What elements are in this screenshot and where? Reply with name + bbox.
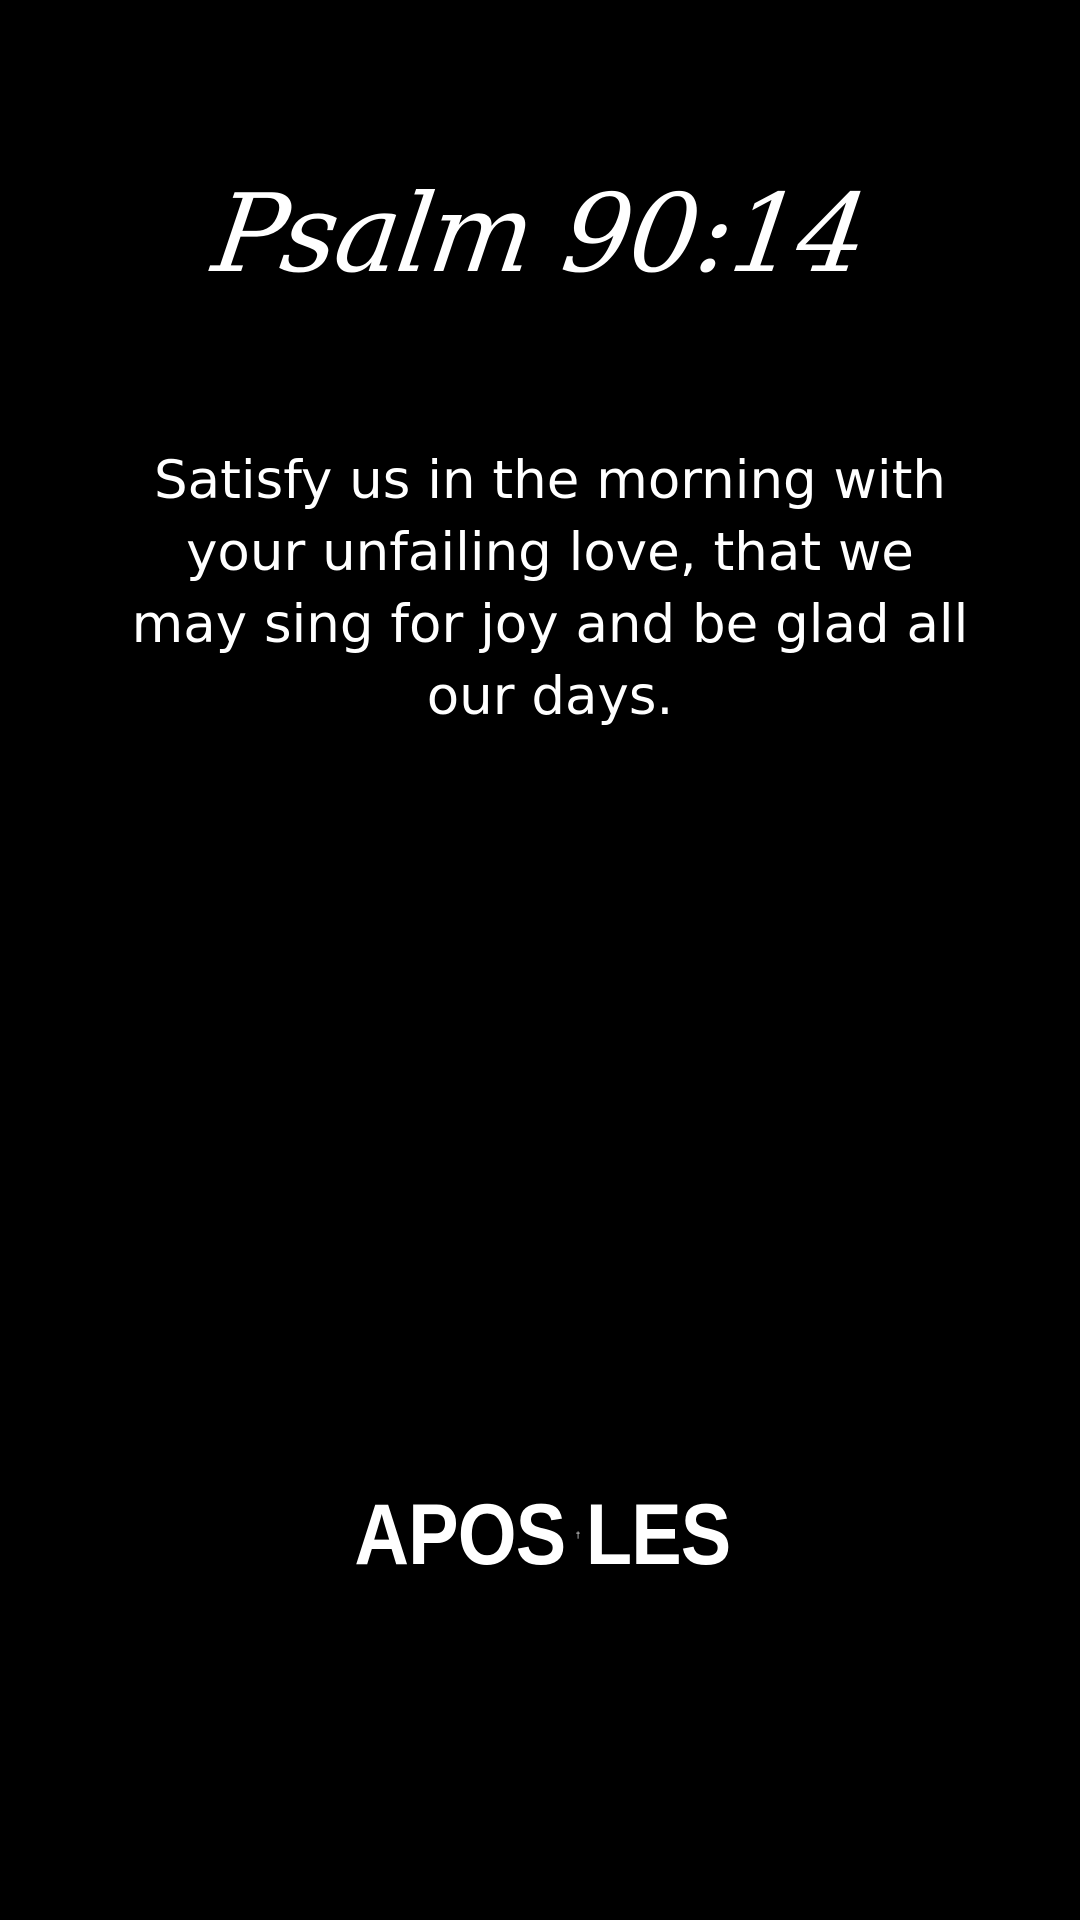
- brand-logo-suffix: LES: [585, 1487, 731, 1583]
- cross-icon: [576, 1468, 580, 1602]
- brand-logo-prefix: APOS: [354, 1487, 566, 1583]
- verse-text: Satisfy us in the morning with your unfailing love, that we may sing for joy and be glad all our days.: [131, 450, 969, 727]
- verse-reference: Psalm 90:14: [206, 172, 874, 297]
- brand-logo: [340, 1460, 740, 1610]
